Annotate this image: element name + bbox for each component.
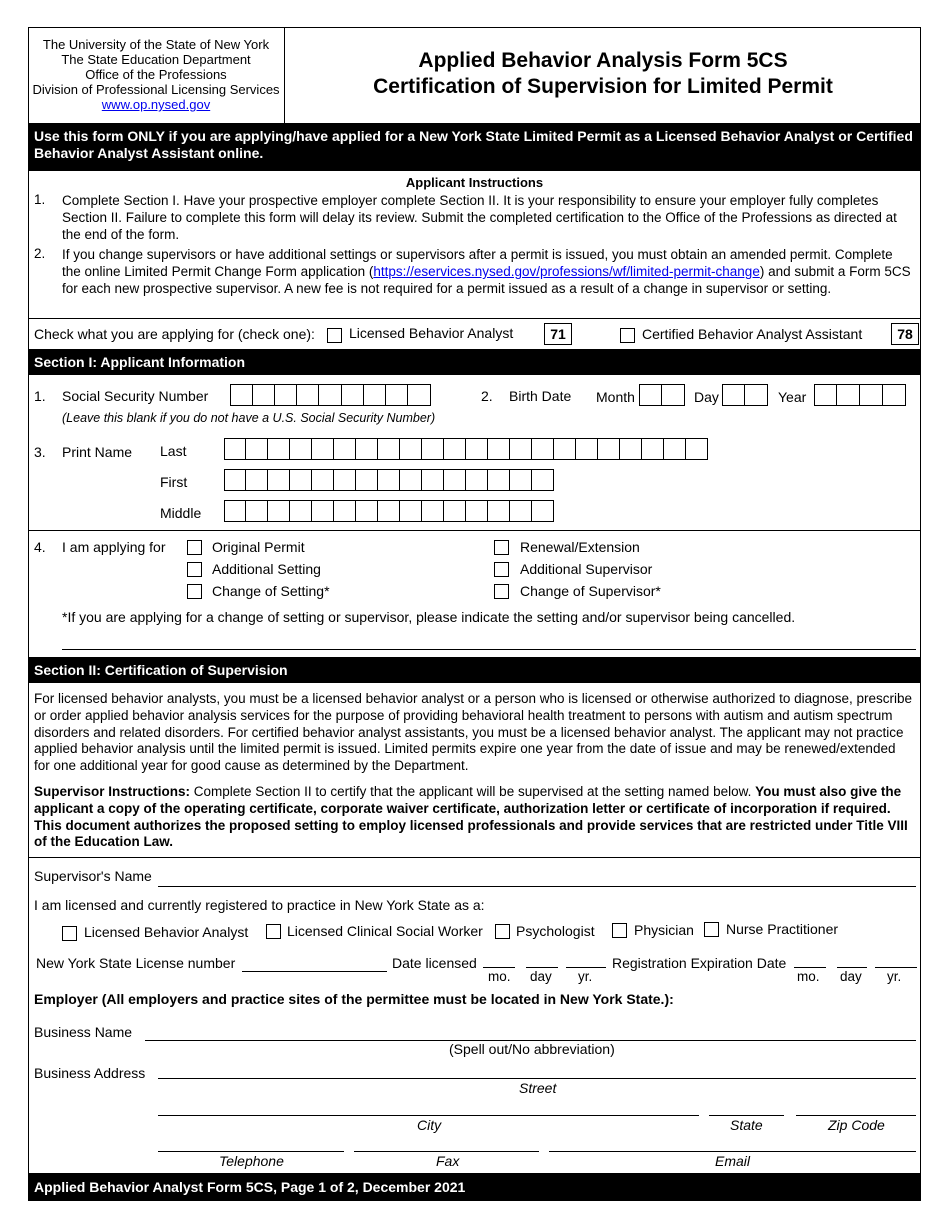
ssn-label: Social Security Number (62, 388, 209, 404)
reg-exp-yr-input[interactable] (875, 967, 917, 968)
ssn-note: (Leave this blank if you do not have a U.S. Social Security Number) (62, 411, 436, 425)
cancelled-setting-input[interactable] (62, 649, 916, 650)
original-permit-label: Original Permit (212, 539, 305, 555)
sup-lcsw-checkbox[interactable] (266, 924, 281, 939)
birth-day-input[interactable] (722, 384, 768, 406)
birth-month-input[interactable] (639, 384, 685, 406)
birth-year-input[interactable] (814, 384, 906, 406)
cbaa-checkbox[interactable] (620, 328, 635, 343)
birth-num: 2. (481, 388, 493, 404)
instruction-num: 2. (34, 246, 46, 261)
supervisor-instructions-label: Supervisor Instructions: (34, 784, 191, 799)
additional-supervisor-label: Additional Supervisor (520, 561, 653, 577)
sup-psychologist-label: Psychologist (516, 923, 595, 939)
yr-label: yr. (887, 969, 902, 984)
apply-num: 4. (34, 539, 46, 555)
org-line: Division of Professional Licensing Services (32, 82, 280, 97)
city-input[interactable] (158, 1115, 699, 1116)
email-input[interactable] (549, 1151, 916, 1152)
title-line-2: Certification of Supervision for Limited Permit (373, 75, 833, 98)
footer-bar (28, 1173, 921, 1201)
instruction-2-text-end: ) and submit a Form 5CS for each new prospective supervisor. A new fee is not required for a permit issued as a result of a change in supervisor or setting. (62, 264, 911, 296)
supervisor-name-input[interactable] (158, 886, 916, 887)
header-org-block (28, 27, 285, 123)
day-label: day (840, 969, 862, 984)
reg-exp-mo-input[interactable] (794, 967, 826, 968)
zip-input[interactable] (796, 1115, 916, 1116)
renewal-extension-checkbox[interactable] (494, 540, 509, 555)
cbaa-code: 78 (891, 323, 919, 345)
section1-bar (28, 349, 921, 375)
date-licensed-label: Date licensed (392, 955, 477, 971)
additional-setting-checkbox[interactable] (187, 562, 202, 577)
divider (28, 530, 921, 531)
check-row-label: Check what you are applying for (check one): (34, 326, 315, 342)
fax-input[interactable] (354, 1151, 539, 1152)
day-label: day (530, 969, 552, 984)
section2-paragraph: For licensed behavior analysts, you must be a licensed behavior analyst or a person who is licensed or otherwise authorized to diagnose, prescribe or order applied behavior analysis services for the purpose of providing behavioral health treatment to persons with autism and autism spectrum disorders and related disorders. For certified behavior analyst assistants, you must be a licensed behavior analyst. The applicant may not practice applied behavior analysis until the limited permit is issued. Limited permits expire one year from the date of issue and may be renewed/extended for one additional year for good cause as determined by the Department. (34, 691, 912, 774)
sup-psychologist-checkbox[interactable] (495, 924, 510, 939)
change-note: *If you are applying for a change of setting or supervisor, please indicate the setting and/or supervisor being cancelled. (62, 609, 796, 625)
business-address-label: Business Address (34, 1065, 146, 1081)
middle-name-input[interactable] (224, 500, 554, 522)
supervisor-name-label: Supervisor's Name (34, 868, 152, 884)
sup-np-checkbox[interactable] (704, 922, 719, 937)
notice-text: Use this form ONLY if you are applying/have applied for a New York State Limited Permit as a Licensed Behavior Analyst or Certified Behavior Analyst Assistant online. (34, 128, 913, 161)
instruction-2-text: If you change supervisors or have additional settings or supervisors after a permit is issued, you must obtain an amended permit. Complete the online Limited Permit Change Form application ( (62, 247, 893, 279)
year-label: Year (778, 389, 807, 405)
date-licensed-mo-input[interactable] (483, 967, 515, 968)
date-licensed-yr-input[interactable] (566, 967, 606, 968)
supervisor-instructions-bold: You must also give the applicant a copy of the operating certificate, corporate waiver certificate, authorization letter or certificate of incorporation if required. This document authorizes the proposed setting to employ licensed professionals and provide services that are restricted under Title VIII of the Education Law. (34, 784, 908, 850)
org-website-link[interactable]: www.op.nysed.gov (101, 97, 211, 112)
city-label: City (417, 1117, 442, 1133)
first-name-input[interactable] (224, 469, 554, 491)
supervisor-instructions-text: Complete Section II to certify that the applicant will be supervised at the setting named below. (190, 784, 756, 799)
form-title (285, 48, 921, 100)
ssn-num: 1. (34, 388, 46, 404)
original-permit-checkbox[interactable] (187, 540, 202, 555)
title-line-1: Applied Behavior Analysis Form 5CS (418, 49, 788, 72)
ssn-input[interactable] (230, 384, 431, 406)
fax-label: Fax (436, 1153, 460, 1169)
divider (28, 857, 921, 858)
street-label: Street (519, 1080, 557, 1096)
cbaa-label: Certified Behavior Analyst Assistant (642, 326, 863, 342)
instruction-1: Complete Section I. Have your prospective employer complete Section II. It is your responsibility to ensure your employer fully completes Section II. Failure to complete this form will delay its review. Submit the completed certification to the Office of the Professions as directed at the end of the form. (62, 193, 897, 242)
divider (28, 318, 921, 319)
employer-heading: Employer (All employers and practice sites of the permittee must be located in New York State.): (34, 991, 674, 1007)
mo-label: mo. (488, 969, 511, 984)
first-name-label: First (160, 474, 188, 490)
sup-lba-label: Licensed Behavior Analyst (84, 924, 249, 940)
footer-text: Applied Behavior Analyst Form 5CS, Page 1 of 2, December 2021 (34, 1179, 466, 1195)
month-label: Month (596, 389, 635, 405)
registration-expiration-label: Registration Expiration Date (612, 955, 787, 971)
notice-bar (28, 123, 921, 171)
last-name-input[interactable] (224, 438, 708, 460)
renewal-extension-label: Renewal/Extension (520, 539, 640, 555)
birth-label: Birth Date (509, 388, 572, 404)
name-num: 3. (34, 444, 46, 460)
sup-lba-checkbox[interactable] (62, 926, 77, 941)
license-number-input[interactable] (242, 971, 387, 972)
section2-bar (28, 657, 921, 683)
change-of-setting-checkbox[interactable] (187, 584, 202, 599)
last-name-label: Last (160, 443, 187, 459)
change-of-supervisor-label: Change of Supervisor* (520, 583, 661, 599)
lba-label: Licensed Behavior Analyst (349, 325, 514, 341)
email-label: Email (715, 1153, 751, 1169)
telephone-label: Telephone (219, 1153, 284, 1169)
lba-checkbox[interactable] (327, 328, 342, 343)
licensed-as-label: I am licensed and currently registered to practice in New York State as a: (34, 897, 485, 913)
org-line: The State Education Department (61, 52, 251, 67)
print-name-label: Print Name (62, 444, 133, 460)
additional-supervisor-checkbox[interactable] (494, 562, 509, 577)
instruction-2 (62, 246, 914, 297)
instruction-num: 1. (34, 192, 46, 207)
state-input[interactable] (709, 1115, 784, 1116)
date-licensed-day-input[interactable] (526, 967, 558, 968)
instructions-heading: Applicant Instructions (405, 175, 544, 190)
limited-permit-change-link[interactable]: https://eservices.nysed.gov/professions/wf/limited-permit-change (373, 264, 760, 279)
additional-setting-label: Additional Setting (212, 561, 321, 577)
change-of-supervisor-checkbox[interactable] (494, 584, 509, 599)
sup-physician-label: Physician (634, 922, 694, 938)
sup-lcsw-label: Licensed Clinical Social Worker (287, 923, 483, 939)
telephone-input[interactable] (158, 1151, 344, 1152)
yr-label: yr. (578, 969, 593, 984)
business-name-label: Business Name (34, 1024, 133, 1040)
org-line: The University of the State of New York (42, 37, 270, 52)
sup-np-label: Nurse Practitioner (726, 921, 839, 937)
mo-label: mo. (797, 969, 820, 984)
lba-code: 71 (544, 323, 572, 345)
section1-title: Section I: Applicant Information (34, 354, 246, 370)
zip-label: Zip Code (828, 1117, 885, 1133)
reg-exp-day-input[interactable] (837, 967, 867, 968)
street-input[interactable] (158, 1078, 916, 1079)
section2-title: Section II: Certification of Supervision (34, 662, 288, 678)
apply-label: I am applying for (62, 539, 166, 555)
change-of-setting-label: Change of Setting* (212, 583, 330, 599)
supervisor-instructions (34, 784, 914, 851)
spell-out-note: (Spell out/No abbreviation) (449, 1041, 615, 1057)
license-number-label: New York State License number (36, 955, 236, 971)
sup-physician-checkbox[interactable] (612, 923, 627, 938)
state-label: State (730, 1117, 763, 1133)
day-label: Day (694, 389, 719, 405)
middle-name-label: Middle (160, 505, 202, 521)
org-line: Office of the Professions (85, 67, 227, 82)
